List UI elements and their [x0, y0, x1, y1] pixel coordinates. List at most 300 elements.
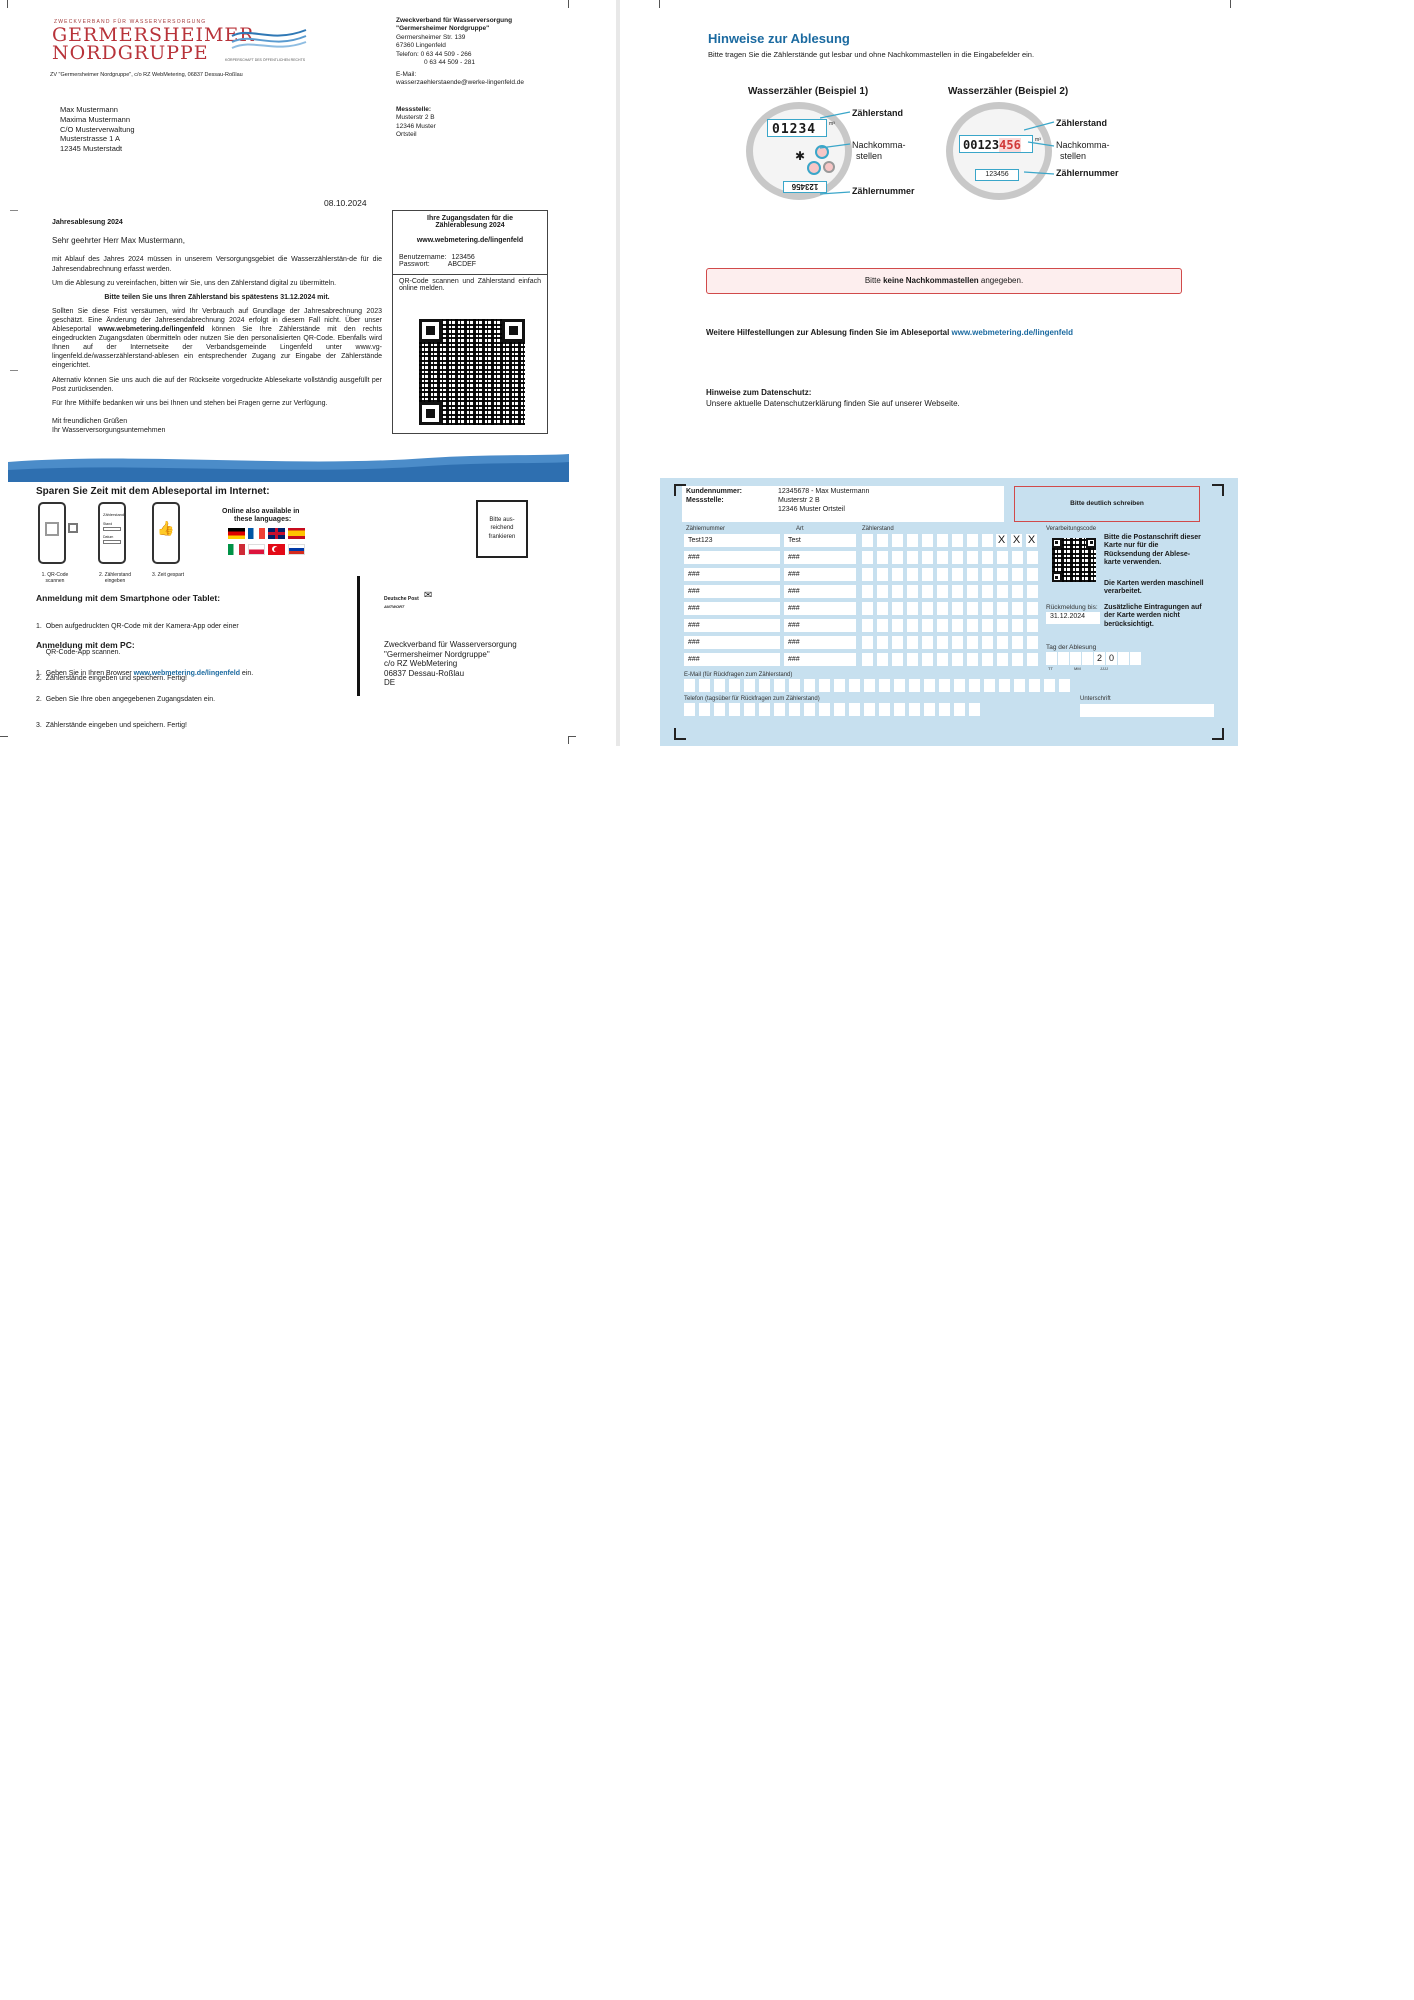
- reading-digit-cell[interactable]: [937, 653, 948, 666]
- access-box: [392, 210, 548, 434]
- reading-digit-cell[interactable]: [937, 619, 948, 632]
- reading-digit-cell[interactable]: [997, 653, 1008, 666]
- reading-digit-cell[interactable]: [862, 534, 873, 547]
- reading-digit-cell[interactable]: [892, 551, 903, 564]
- meter-number-field[interactable]: ###: [684, 568, 780, 581]
- meter-number-field[interactable]: ###: [684, 551, 780, 564]
- phone-char-cell[interactable]: [924, 703, 935, 716]
- reading-digit-cell[interactable]: [952, 568, 963, 581]
- flag-ru-icon: [288, 544, 305, 555]
- email-label: E-Mail (für Rückfragen zum Zählerstand): [684, 672, 793, 678]
- card-side-note2: Die Karten werden maschinell verarbeitet.: [1104, 580, 1204, 596]
- phone-char-cell[interactable]: [804, 703, 815, 716]
- meter1-star-icon: ✱: [795, 149, 806, 163]
- reading-digit-cell[interactable]: [892, 602, 903, 615]
- x-mark: X: [997, 534, 1006, 546]
- phone-screen-field1: Stand: [103, 522, 113, 526]
- reading-digit-cell[interactable]: [937, 636, 948, 649]
- pc-step-1-end: ein.: [239, 669, 254, 677]
- meter1-label-serial: Zählernummer: [852, 186, 915, 196]
- reading-digit-cell[interactable]: [997, 636, 1008, 649]
- org-name2: "Germersheimer Nordgruppe": [396, 25, 490, 33]
- meter1-label-decimals2: stellen: [856, 151, 883, 161]
- customer-label: Kundennummer:: [686, 488, 742, 495]
- letter-body: [52, 218, 382, 435]
- phone-char-cell[interactable]: [849, 703, 860, 716]
- access-qr-text: QR-Code scannen und Zählerstand einfach online melden.: [399, 278, 541, 292]
- page-gap: [616, 0, 620, 746]
- meter2-label-decimals1: Nachkomma-: [1056, 140, 1110, 150]
- reading-digit-cell[interactable]: [937, 585, 948, 598]
- messstelle-line: 12346 Muster: [396, 122, 436, 130]
- reading-digit-cell[interactable]: [952, 585, 963, 598]
- reading-digit-cell[interactable]: [922, 568, 933, 581]
- email-char-cell[interactable]: [999, 679, 1010, 692]
- crop-mark: [0, 0, 8, 8]
- x-mark: X: [1027, 534, 1036, 546]
- reading-digit-cell[interactable]: [907, 585, 918, 598]
- stamp-line: frankieren: [488, 533, 516, 540]
- languages-line2: these languages:: [234, 516, 292, 523]
- col-meter-label: Zählernummer: [686, 526, 726, 532]
- meter1-reading: [767, 119, 827, 137]
- reading-digit-cell[interactable]: [862, 551, 873, 564]
- meter2-callout-lines: [1024, 108, 1058, 178]
- card-corner: [1212, 484, 1224, 496]
- meter2-reading: [959, 135, 1033, 153]
- reading-digit-cell[interactable]: [862, 602, 873, 615]
- logo-top-line: ZWECKVERBAND FÜR WASSERVERSORGUNG: [54, 19, 207, 25]
- reading-day-cell[interactable]: 2: [1094, 652, 1105, 665]
- phone-char-cell[interactable]: [684, 703, 695, 716]
- reading-digit-cell[interactable]: [967, 619, 978, 632]
- email-char-cell[interactable]: [909, 679, 920, 692]
- flag-it-icon: [228, 544, 245, 555]
- thumbs-up-icon: 👍: [157, 520, 175, 536]
- pc-step-1: [36, 670, 253, 679]
- email-char-cell[interactable]: [939, 679, 950, 692]
- reading-day-cell[interactable]: 0: [1106, 652, 1117, 665]
- email-char-cell[interactable]: [699, 679, 710, 692]
- flag-de-icon: [228, 528, 245, 539]
- phone-char-cell[interactable]: [699, 703, 710, 716]
- reading-digit-cell[interactable]: [997, 568, 1008, 581]
- post-sub: ANTWORT: [384, 604, 405, 609]
- meter2-serial: [975, 169, 1019, 181]
- reading-day-cell[interactable]: [1070, 652, 1081, 665]
- reading-digit-cell[interactable]: [877, 551, 888, 564]
- crop-mark: [568, 736, 576, 744]
- access-url[interactable]: www.webmetering.de/lingenfeld: [416, 237, 524, 244]
- reading-digit-cell[interactable]: [877, 534, 888, 547]
- reading-digit-cell[interactable]: [937, 534, 948, 547]
- access-user-label: Benutzername:: [399, 254, 447, 261]
- reading-digit-cell[interactable]: [982, 534, 993, 547]
- reading-digit-cell[interactable]: [967, 636, 978, 649]
- instructions-intro: Bitte tragen Sie die Zählerstände gut lesbar und ohne Nachkommastellen in die Eingabefelder ein.: [708, 50, 1035, 59]
- pc-step-1-start: 1. Geben Sie in Ihren Browser: [36, 669, 134, 677]
- phone-time-saved: [152, 502, 180, 564]
- reading-digit-cell[interactable]: [982, 619, 993, 632]
- reading-digit-cell[interactable]: [967, 534, 978, 547]
- phone-char-cell[interactable]: [864, 703, 875, 716]
- x-mark: X: [1012, 534, 1021, 546]
- letter-para2: Um die Ablesung zu vereinfachen, bitten wir Sie, uns den Zählerstand digital zu übermitteln.: [52, 279, 337, 287]
- customer-value: 12345678 - Max Mustermann: [778, 488, 870, 495]
- reading-digit-cell[interactable]: [922, 551, 933, 564]
- email-char-cell[interactable]: [834, 679, 845, 692]
- write-clearly: Bitte deutlich schreiben: [1070, 500, 1144, 507]
- reading-digit-cell[interactable]: [997, 551, 1008, 564]
- recipient-line: Max Mustermann: [60, 105, 118, 114]
- reading-digit-cell[interactable]: [982, 602, 993, 615]
- card-qr-code: [1052, 538, 1096, 582]
- return-line: 06837 Dessau-Roßlau: [384, 668, 465, 678]
- email-char-cell[interactable]: [1029, 679, 1040, 692]
- reading-digit-cell[interactable]: [892, 568, 903, 581]
- signature-field[interactable]: [1080, 704, 1214, 717]
- email-char-cell[interactable]: [759, 679, 770, 692]
- flag-tr-icon: [268, 544, 285, 555]
- reading-digit-cell[interactable]: [922, 585, 933, 598]
- meter1-dial-icon: [807, 161, 821, 175]
- fold-mark: [10, 370, 18, 371]
- stamp-line: reichend: [490, 525, 514, 532]
- email-char-cell[interactable]: [684, 679, 695, 692]
- phone-char-cell[interactable]: [939, 703, 950, 716]
- portal-link[interactable]: www.webmetering.de/lingenfeld: [98, 326, 205, 334]
- reading-digit-cell[interactable]: [1027, 585, 1038, 598]
- letter-salutation: Sehr geehrter Herr Max Mustermann,: [52, 236, 185, 246]
- reading-digit-cell[interactable]: [982, 551, 993, 564]
- phone-char-cell[interactable]: [774, 703, 785, 716]
- reading-digit-cell[interactable]: [1012, 551, 1023, 564]
- reading-digit-cell[interactable]: [907, 636, 918, 649]
- reading-digit-cell[interactable]: [922, 653, 933, 666]
- reading-digit-cell[interactable]: [877, 636, 888, 649]
- return-by-label: Rückmeldung bis:: [1046, 604, 1098, 611]
- card-messstelle-label: Messstelle:: [686, 497, 724, 504]
- write-clearly-box: [1014, 486, 1200, 522]
- flag-es-icon: [288, 528, 305, 539]
- col-code-label: Verarbeitungscode: [1046, 526, 1097, 532]
- stamp-line: Bitte aus-: [489, 517, 515, 523]
- reading-day-cell[interactable]: [1130, 652, 1141, 665]
- org-name1: Zweckverband für Wasserversorgung: [396, 17, 513, 24]
- email-char-cell[interactable]: [1044, 679, 1055, 692]
- reading-digit-cell[interactable]: [1027, 619, 1038, 632]
- reading-digit-cell[interactable]: [1012, 636, 1023, 649]
- email-char-cell[interactable]: [774, 679, 785, 692]
- phone-char-cell[interactable]: [789, 703, 800, 716]
- signature-label: Unterschrift: [1080, 696, 1111, 702]
- return-by-date: 31.12.2024: [1050, 613, 1086, 620]
- phone-char-cell[interactable]: [744, 703, 755, 716]
- meter1-reading-digits: 01234: [772, 122, 817, 137]
- meter-type-field[interactable]: ###: [784, 585, 856, 598]
- reading-digit-cell[interactable]: [1012, 619, 1023, 632]
- meter-type-field[interactable]: Test: [784, 534, 856, 547]
- reading-digit-cell[interactable]: [877, 602, 888, 615]
- reading-digit-cell[interactable]: [1012, 653, 1023, 666]
- reading-digit-cell[interactable]: [1012, 568, 1023, 581]
- reading-digit-cell[interactable]: [862, 585, 873, 598]
- meter-number-field[interactable]: ###: [684, 619, 780, 632]
- reading-day-cell[interactable]: [1082, 652, 1093, 665]
- phone-qr-scan: [38, 502, 66, 564]
- meter1-label-reading: Zählerstand: [852, 108, 904, 118]
- reading-digit-cell[interactable]: [982, 585, 993, 598]
- logo-line1: GERMERSHEIMER: [52, 24, 255, 46]
- reading-digit-cell[interactable]: [907, 534, 918, 547]
- reading-digit-cell[interactable]: [1027, 636, 1038, 649]
- phone-char-cell[interactable]: [714, 703, 725, 716]
- reading-digit-cell[interactable]: [907, 602, 918, 615]
- meter-type-field[interactable]: ###: [784, 653, 856, 666]
- phone-enter-reading: [98, 502, 126, 564]
- reading-digit-cell[interactable]: [967, 551, 978, 564]
- reading-digit-cell[interactable]: [1027, 602, 1038, 615]
- email-char-cell[interactable]: [969, 679, 980, 692]
- reading-digit-cell[interactable]: [862, 653, 873, 666]
- meter1-serial-digits: 123456: [791, 182, 819, 191]
- card-corner: [674, 728, 686, 740]
- reading-day-sublabel: TT: [1048, 666, 1053, 671]
- meter-type-field[interactable]: ###: [784, 619, 856, 632]
- reading-digit-cell[interactable]: [1027, 568, 1038, 581]
- help-line: [706, 328, 1073, 337]
- col-reading-label: Zählerstand: [862, 526, 894, 532]
- access-title1: Ihre Zugangsdaten für die: [427, 215, 513, 222]
- phone-char-cell[interactable]: [969, 703, 980, 716]
- card-side-note3: Zusätzliche Eintragungen auf der Karte werden nicht berücksichtigt.: [1104, 604, 1202, 628]
- reading-digit-cell[interactable]: [922, 534, 933, 547]
- org-block: [396, 17, 566, 88]
- promo-title: Sparen Sie Zeit mit dem Ableseportal im Internet:: [36, 486, 270, 497]
- email-char-cell[interactable]: [879, 679, 890, 692]
- reading-day-sublabel: MM: [1074, 666, 1081, 671]
- crop-mark: [652, 0, 660, 8]
- reading-digit-cell[interactable]: [907, 653, 918, 666]
- reading-digit-cell[interactable]: [862, 568, 873, 581]
- phone-char-cell[interactable]: [879, 703, 890, 716]
- email-char-cell[interactable]: [864, 679, 875, 692]
- note-bold: keine Nachkommastellen: [883, 276, 979, 285]
- reading-digit-cell[interactable]: [937, 568, 948, 581]
- letter-closing1: Mit freundlichen Grüßen: [52, 417, 128, 425]
- messstelle-line: Musterstr 2 B: [396, 114, 435, 122]
- crop-mark: [1230, 0, 1238, 8]
- phone-label-3: 3. Zeit gespart: [152, 572, 184, 578]
- access-pass-value: ABCDEF: [447, 261, 477, 268]
- languages-line1: Online also available in: [222, 508, 300, 515]
- reading-digit-cell[interactable]: [892, 534, 903, 547]
- email-char-cell[interactable]: [714, 679, 725, 692]
- phone-char-cell[interactable]: [729, 703, 740, 716]
- reading-digit-cell[interactable]: [877, 619, 888, 632]
- pc-portal-link[interactable]: www.webmetering.de/lingenfeld: [133, 669, 240, 677]
- recipient-line: Maxima Mustermann: [60, 114, 131, 124]
- email-char-cell[interactable]: [924, 679, 935, 692]
- org-street: Germersheimer Str. 139: [396, 33, 466, 41]
- reading-digit-cell[interactable]: [997, 619, 1008, 632]
- reading-digit-cell[interactable]: [892, 619, 903, 632]
- reading-digit-cell[interactable]: [952, 534, 963, 547]
- no-decimals-note: [706, 268, 1182, 294]
- reading-digit-cell[interactable]: [1027, 551, 1038, 564]
- meter-number-field[interactable]: ###: [684, 653, 780, 666]
- email-char-cell[interactable]: [789, 679, 800, 692]
- smartphone-step: 1. Oben aufgedruckten QR-Code mit der Kamera-App oder einer: [36, 622, 239, 630]
- reading-digit-cell[interactable]: [952, 602, 963, 615]
- phone-label: Telefon (tagsüber für Rückfragen zum Zählerstand): [684, 696, 820, 702]
- help-portal-link[interactable]: www.webmetering.de/lingenfeld: [951, 328, 1074, 337]
- reading-digit-cell[interactable]: [967, 585, 978, 598]
- card-side-note1: Bitte die Postanschrift dieser Karte nur für die Rücksendung der Ablese-karte verwenden.: [1104, 534, 1201, 567]
- recipient-line: C/O Musterverwaltung: [60, 124, 135, 134]
- privacy-text: Unsere aktuelle Datenschutzerklärung finden Sie auf unserer Webseite.: [706, 399, 960, 408]
- phone-label-2: 2. Zählerstand eingeben: [99, 572, 131, 584]
- card-messstelle-line: 12346 Muster Ortsteil: [778, 506, 845, 513]
- reading-digit-cell[interactable]: [877, 653, 888, 666]
- phone-char-cell[interactable]: [954, 703, 965, 716]
- phone-char-cell[interactable]: [819, 703, 830, 716]
- reading-digit-cell[interactable]: [937, 602, 948, 615]
- reading-digit-cell[interactable]: [1027, 653, 1038, 666]
- reading-digit-cell[interactable]: [922, 619, 933, 632]
- meter2-reading-decimal: 456: [999, 138, 1021, 152]
- reading-digit-cell[interactable]: [862, 619, 873, 632]
- email-char-cell[interactable]: [729, 679, 740, 692]
- reading-digit-cell[interactable]: [907, 619, 918, 632]
- reading-digit-cell[interactable]: [952, 636, 963, 649]
- reading-day-cell[interactable]: [1046, 652, 1057, 665]
- letter-para4-end: können Sie Ihre Zählerstände mit den rechts eingedruckten Zugangsdaten übermitteln oder nutzen Sie den personalisierten QR-Code. Ebenfalls wird Ihnen auf der Internetseite der Verbandsgemeinde Lingenfeld unter www.vg-lingenfeld.de/wasserzählerstand-ablesen ein entsprechender Zugang zur Eingabe der Zählerstände eingerichtet.: [52, 326, 382, 370]
- email-char-cell[interactable]: [744, 679, 755, 692]
- col-type-label: Art: [796, 526, 804, 532]
- meter-type-field[interactable]: ###: [784, 551, 856, 564]
- example2-title: Wasserzähler (Beispiel 2): [948, 86, 1069, 97]
- example1-title: Wasserzähler (Beispiel 1): [748, 86, 869, 97]
- reading-digit-cell[interactable]: [997, 602, 1008, 615]
- access-pass-label: Passwort:: [399, 261, 430, 268]
- reading-digit-cell[interactable]: [997, 585, 1008, 598]
- email-char-cell[interactable]: [894, 679, 905, 692]
- reading-digit-cell[interactable]: [892, 653, 903, 666]
- reading-digit-cell[interactable]: [892, 585, 903, 598]
- phone-label-1: 1. QR-Code scannen: [41, 572, 69, 584]
- email-char-cell[interactable]: [1014, 679, 1025, 692]
- card-messstelle-line: Musterstr 2 B: [778, 497, 820, 504]
- return-address: [384, 640, 517, 688]
- org-phone2: 0 63 44 509 - 281: [424, 59, 475, 67]
- phone-char-cell[interactable]: [759, 703, 770, 716]
- messstelle-line: Ortsteil: [396, 131, 417, 139]
- logo-tagline: KÖRPERSCHAFT DES ÖFFENTLICHEN RECHTS: [225, 58, 306, 62]
- reading-digit-cell[interactable]: [877, 585, 888, 598]
- phone-screen-field2: Datum: [103, 535, 114, 539]
- letter-para6: Für Ihre Mithilfe bedanken wir uns bei Ihnen und stehen bei Fragen gerne zur Verfügung.: [52, 399, 328, 407]
- crop-mark: [0, 736, 8, 744]
- meter-number-field[interactable]: ###: [684, 602, 780, 615]
- reading-digit-cell[interactable]: [982, 653, 993, 666]
- meter1-callout-lines: [820, 108, 854, 198]
- phone-char-cell[interactable]: [834, 703, 845, 716]
- email-char-cell[interactable]: [819, 679, 830, 692]
- meter1-label-decimals1: Nachkomma-: [852, 140, 906, 150]
- email-char-cell[interactable]: [804, 679, 815, 692]
- access-password-row: [399, 261, 547, 268]
- letter-closing2: Ihr Wasserversorgungsunternehmen: [52, 426, 166, 434]
- phone-char-cell[interactable]: [909, 703, 920, 716]
- meter-type-field[interactable]: ###: [784, 636, 856, 649]
- reading-digit-cell[interactable]: [967, 653, 978, 666]
- reading-digit-cell[interactable]: [982, 568, 993, 581]
- reading-digit-cell[interactable]: [907, 568, 918, 581]
- reading-digit-cell[interactable]: [952, 619, 963, 632]
- pc-step: 2. Geben Sie Ihre oben angegebenen Zugangsdaten ein.: [36, 695, 216, 703]
- return-line: "Germersheimer Nordgruppe": [384, 649, 490, 659]
- email-char-cell[interactable]: [954, 679, 965, 692]
- email-char-cell[interactable]: [984, 679, 995, 692]
- letter-para4-start: Sollten Sie diese Frist versäumen, wird Ihr Verbrauch auf Grundlage der Jahresabrechnung 2023 geschätzt. Eine Änderung der Jahresendabrechnung 2024 erfolgt in diesem Fall nicht. Über unser Ableseportal: [52, 307, 382, 334]
- phone-char-cell[interactable]: [894, 703, 905, 716]
- meter-number-field[interactable]: ###: [684, 585, 780, 598]
- reading-digit-cell[interactable]: [892, 636, 903, 649]
- access-qr-code[interactable]: [419, 319, 525, 425]
- meter-type-field[interactable]: ###: [784, 568, 856, 581]
- reading-digit-cell[interactable]: [952, 653, 963, 666]
- letter-subject: Jahresablesung 2024: [52, 219, 123, 226]
- reading-digit-cell[interactable]: [877, 568, 888, 581]
- smartphone-step: QR-Code-App scannen.: [36, 648, 121, 656]
- sender-line: ZV "Germersheimer Nordgruppe", c/o RZ WebMetering, 06837 Dessau-Roßlau: [50, 72, 243, 78]
- reading-digit-cell[interactable]: [922, 636, 933, 649]
- pc-steps: [36, 652, 253, 748]
- meter-number-field[interactable]: ###: [684, 636, 780, 649]
- logo-line2: NORDGRUPPE: [52, 42, 209, 64]
- help-pre: Weitere Hilfestellungen zur Ablesung finden Sie im Ableseportal: [706, 328, 952, 337]
- org-email-label: E-Mail:: [396, 70, 417, 78]
- reading-digit-cell[interactable]: [1012, 602, 1023, 615]
- email-char-cell[interactable]: [1059, 679, 1070, 692]
- blue-wave-divider: [8, 452, 569, 482]
- email-char-cell[interactable]: [849, 679, 860, 692]
- access-user-value: 123456: [451, 254, 475, 261]
- reading-day-cell[interactable]: [1058, 652, 1069, 665]
- meter-type-field[interactable]: ###: [784, 602, 856, 615]
- letter-date: 08.10.2024: [324, 198, 367, 208]
- reading-digit-cell[interactable]: [952, 551, 963, 564]
- reply-divider: [357, 576, 360, 696]
- meter-number-field[interactable]: Test123: [684, 534, 780, 547]
- reading-digit-cell[interactable]: [907, 551, 918, 564]
- reading-digit-cell[interactable]: [967, 602, 978, 615]
- reading-digit-cell[interactable]: [982, 636, 993, 649]
- reading-digit-cell[interactable]: [967, 568, 978, 581]
- meter2-reading-main: 00123: [963, 138, 1000, 152]
- reading-digit-cell[interactable]: [922, 602, 933, 615]
- reading-digit-cell[interactable]: [862, 636, 873, 649]
- flag-fr-icon: [248, 528, 265, 539]
- pc-step: 3. Zählerstände eingeben und speichern. Fertig!: [36, 722, 187, 729]
- reading-digit-cell[interactable]: [937, 551, 948, 564]
- recipient-line: 12345 Musterstadt: [60, 144, 123, 153]
- reading-digit-cell[interactable]: [1012, 585, 1023, 598]
- post-brand: Deutsche Post: [384, 596, 419, 602]
- reading-day-cell[interactable]: [1118, 652, 1129, 665]
- card-corner: [1212, 728, 1224, 740]
